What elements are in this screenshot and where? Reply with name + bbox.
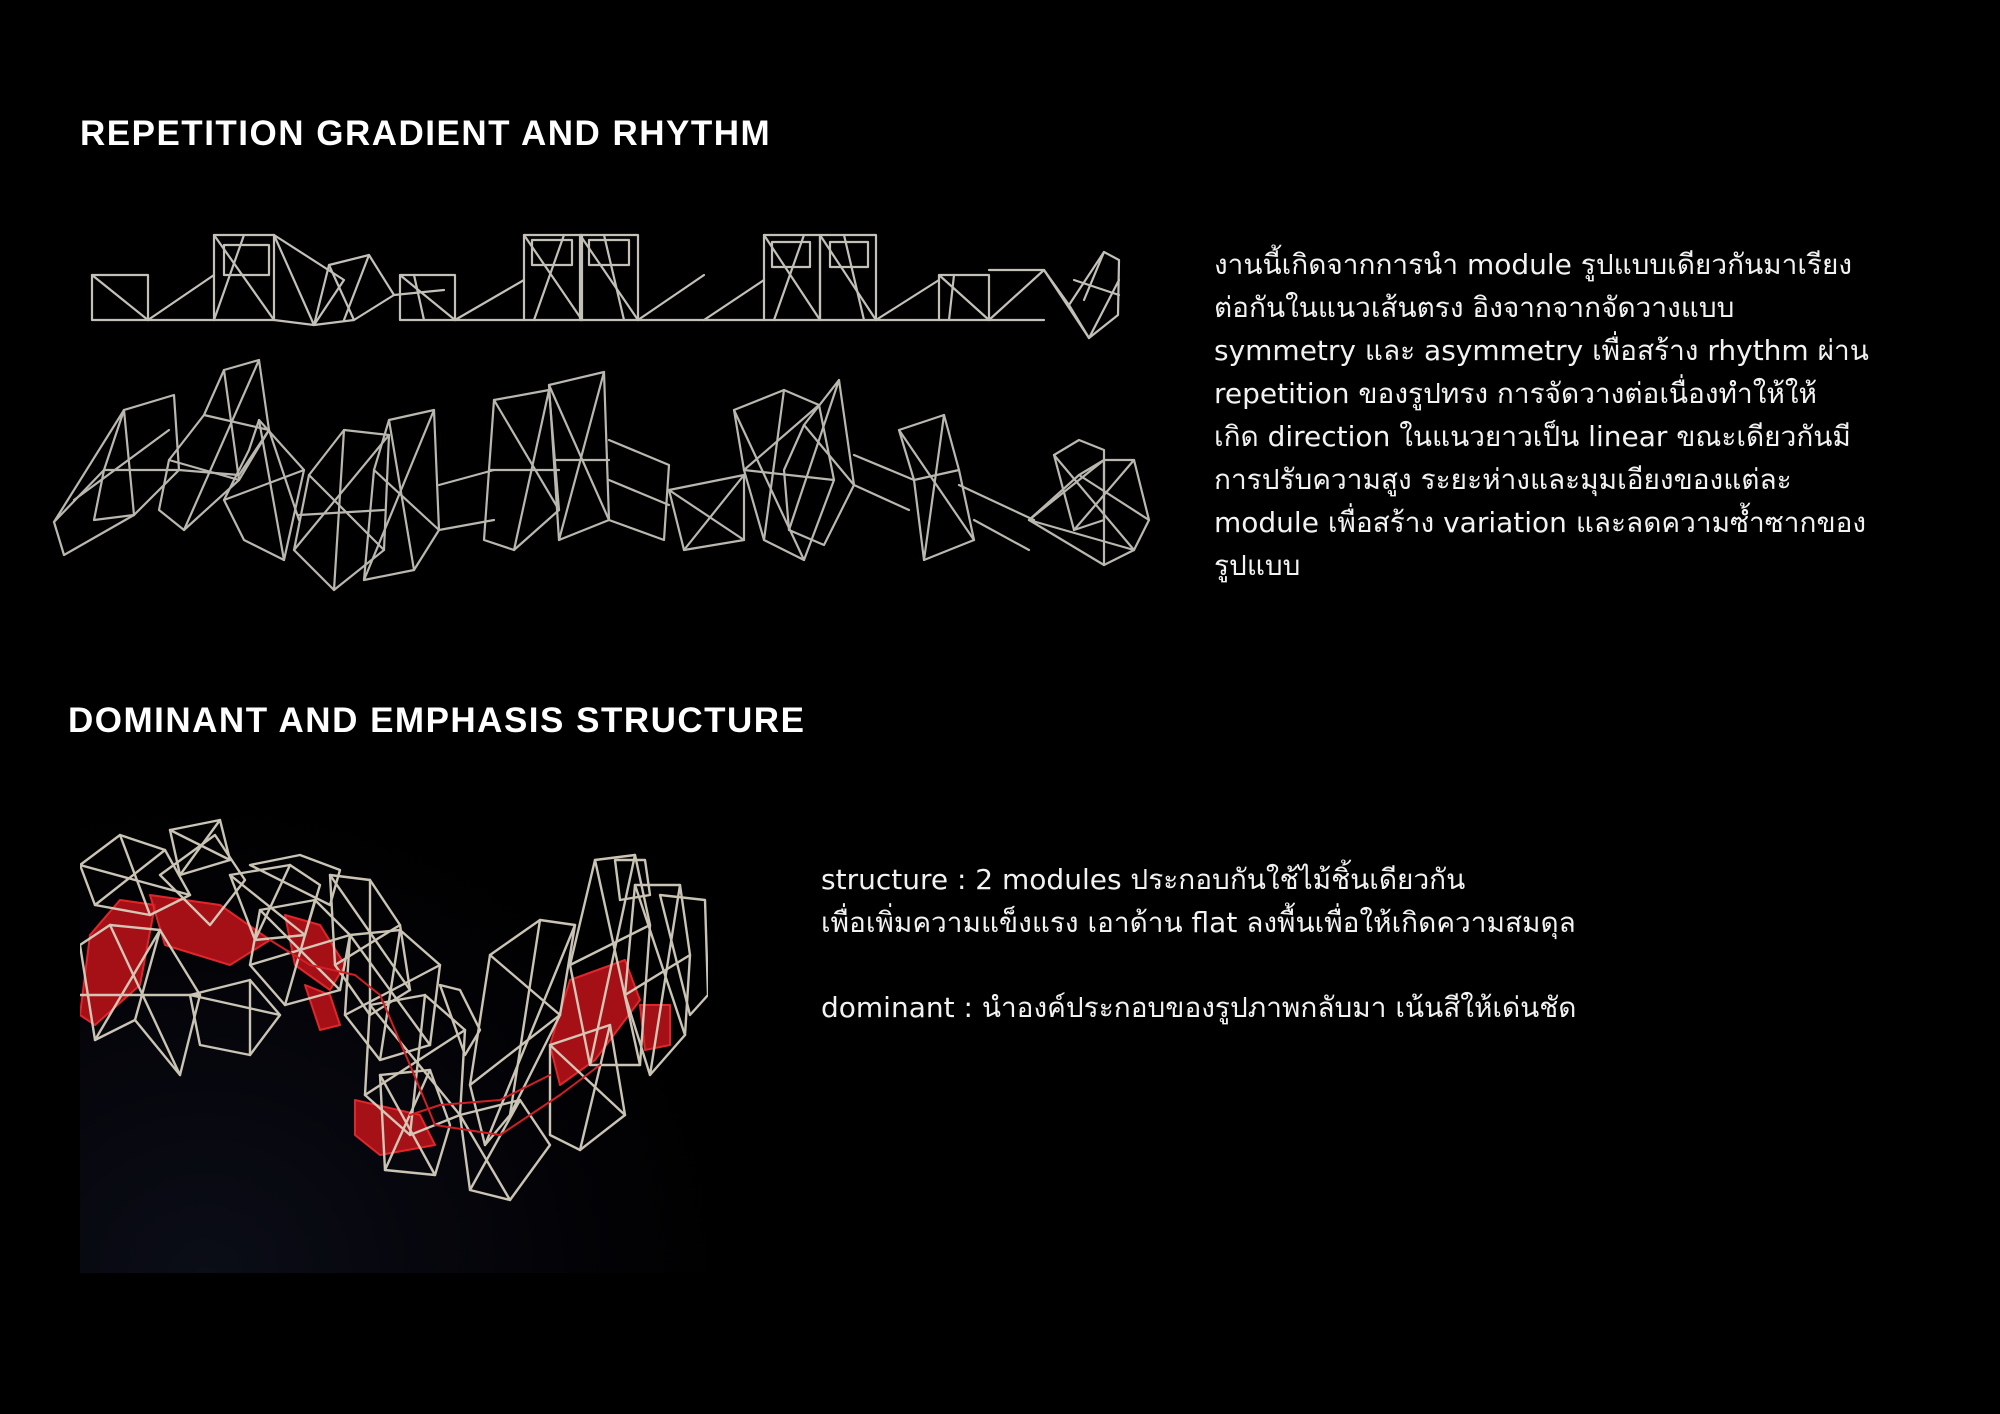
description-line: ต่อกันในแนวเส้นตรง อิงจากจากจัดวางแบบ	[1214, 291, 1735, 324]
dominant-description	[821, 858, 1577, 1029]
description-line: symmetry และ asymmetry เพื่อสร้าง rhythm ผ่าน	[1214, 334, 1869, 367]
description-line: รูปแบบ	[1214, 549, 1301, 582]
dominant-model-photo	[80, 815, 708, 1273]
structure-line: เพื่อเพิ่มความแข็งแรง เอาด้าน flat ลงพื้นเพื่อให้เกิดความสมดุล	[821, 906, 1576, 939]
repetition-description	[1214, 243, 1869, 587]
description-line: repetition ของรูปทรง การจัดวางต่อเนื่องทำให้ให้	[1214, 377, 1817, 410]
section-heading-dominant: DOMINANT AND EMPHASIS STRUCTURE	[68, 701, 806, 740]
description-line: module เพื่อสร้าง variation และลดความซ้ำซากของ	[1214, 506, 1867, 539]
description-line: เกิด direction ในแนวยาวเป็น linear ขณะเดียวกันมี	[1214, 420, 1851, 453]
description-line: งานนี้เกิดจากการนำ module รูปแบบเดียวกันมาเรียง	[1214, 248, 1853, 281]
structure-line: structure : 2 modules ประกอบกันใช้ไม้ชิ้นเดียวกัน	[821, 863, 1466, 896]
dominant-note: dominant : นำองค์ประกอบของรูปภาพกลับมา เน้นสีให้เด่นชัด	[821, 991, 1577, 1024]
section-heading-repetition: REPETITION GRADIENT AND RHYTHM	[80, 114, 772, 153]
description-line: การปรับความสูง ระยะห่างและมุมเอียงของแต่ละ	[1214, 463, 1792, 496]
paragraph-gap	[821, 944, 1577, 986]
repetition-model-photo	[44, 220, 1154, 640]
